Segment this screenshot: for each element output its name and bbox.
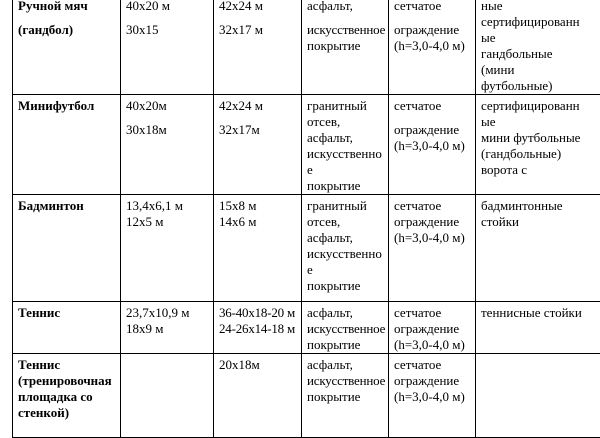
sport-cell [13,195,121,302]
surface-cell [302,195,389,302]
surface-cell [302,302,389,354]
table-row [13,0,600,95]
size-value: 30х15 [126,22,210,38]
sports-grounds-table [12,0,600,438]
sport-name: Ручной мяч [18,0,117,14]
equipment-text: мини футбольные [481,130,599,146]
fence-text: сетчатое [394,198,472,214]
sport-cell [13,354,121,438]
surface-text: гранитный [307,198,385,214]
fence-cell [389,354,476,438]
size-value: 24-26х14-18 м [219,321,298,337]
equipment-text: ые [481,30,599,46]
fence-text: ограждение [394,321,472,337]
size-cell [121,95,214,195]
surface-text: покрытие [307,278,385,294]
surface-text: искусственное [307,373,385,389]
surface-text: искусственное [307,22,385,38]
surface-text: асфальт, [307,230,385,246]
fence-text: сетчатое [394,357,472,373]
sport-name-note: площадка со [18,389,117,405]
surface-text: асфальт, [307,305,385,321]
equipment-text: теннисные стойки [481,305,599,321]
surface-text: покрытие [307,38,385,54]
fence-cell [389,0,476,95]
equipment-text: гандбольные [481,46,599,62]
fence-cell [389,302,476,354]
size-value: 23,7х10,9 м [126,305,210,321]
size-value: 12х5 м [126,214,210,230]
equipment-text: ворота с [481,162,599,178]
fence-text: сетчатое [394,98,472,114]
equipment-cell [476,302,600,354]
sport-name: Бадминтон [18,198,117,214]
size-cell [214,0,302,95]
equipment-text: сертифицированн [481,98,599,114]
surface-text: искусственно [307,246,385,262]
table-row [13,95,600,195]
size-cell [121,0,214,95]
surface-cell [302,0,389,95]
surface-text: отсев, [307,214,385,230]
sport-cell [13,95,121,195]
surface-text: е [307,162,385,178]
equipment-cell [476,95,600,195]
sport-name-note: стенкой) [18,405,117,421]
size-cell [121,302,214,354]
equipment-text: (гандбольные) [481,146,599,162]
size-value: 36-40х18-20 м [219,305,298,321]
sport-name: Теннис [18,357,117,373]
size-value: 40х20м [126,98,210,114]
surface-text: гранитный [307,98,385,114]
fence-text: ограждение [394,214,472,230]
size-cell [214,195,302,302]
equipment-text: футбольные) [481,78,599,94]
size-cell [214,354,302,438]
surface-text: асфальт, [307,130,385,146]
equipment-text: бадминтонные [481,198,599,214]
fence-text: (h=3,0-4,0 м) [394,337,472,353]
size-value: 13,4х6,1 м [126,198,210,214]
equipment-text: ые [481,114,599,130]
surface-text: е [307,262,385,278]
surface-cell [302,354,389,438]
sport-cell [13,302,121,354]
surface-text: искусственное [307,321,385,337]
fence-cell [389,195,476,302]
surface-cell [302,95,389,195]
fence-text: (h=3,0-4,0 м) [394,389,472,405]
size-value: 40х20 м [126,0,210,14]
table-row [13,195,600,302]
surface-text: отсев, [307,114,385,130]
size-cell [121,195,214,302]
sport-name-note: (гандбол) [18,22,117,38]
fence-text: (h=3,0-4,0 м) [394,38,472,54]
fence-text: (h=3,0-4,0 м) [394,230,472,246]
fence-text: ограждение [394,373,472,389]
sport-name: Минифутбол [18,98,117,114]
fence-text: ограждение [394,22,472,38]
equipment-text: (мини [481,62,599,78]
surface-text: покрытие [307,389,385,405]
sport-name-note: (тренировочная [18,373,117,389]
equipment-text: ные [481,0,599,14]
size-value: 32х17м [219,122,298,138]
size-cell [121,354,214,438]
table-row [13,302,600,354]
surface-text: асфальт, [307,357,385,373]
fence-text: сетчатое [394,0,472,14]
size-cell [214,302,302,354]
fence-text: ограждение [394,122,472,138]
size-cell [214,95,302,195]
size-value: 15х8 м [219,198,298,214]
size-value: 42х24 м [219,0,298,14]
size-value: 30х18м [126,122,210,138]
fence-cell [389,95,476,195]
surface-text: покрытие [307,337,385,353]
size-value: 42х24 м [219,98,298,114]
size-value: 32х17 м [219,22,298,38]
equipment-text: сертифицированн [481,14,599,30]
size-value: 14х6 м [219,214,298,230]
size-value: 20х18м [219,357,298,373]
equipment-cell [476,354,600,438]
fence-text: (h=3,0-4,0 м) [394,138,472,154]
sport-cell [13,0,121,95]
equipment-cell [476,0,600,95]
table-row [13,354,600,438]
sport-name: Теннис [18,305,117,321]
surface-text: искусственно [307,146,385,162]
size-value: 18х9 м [126,321,210,337]
surface-text: покрытие [307,178,385,194]
surface-text: асфальт, [307,0,385,14]
equipment-text: стойки [481,214,599,230]
equipment-cell [476,195,600,302]
fence-text: сетчатое [394,305,472,321]
